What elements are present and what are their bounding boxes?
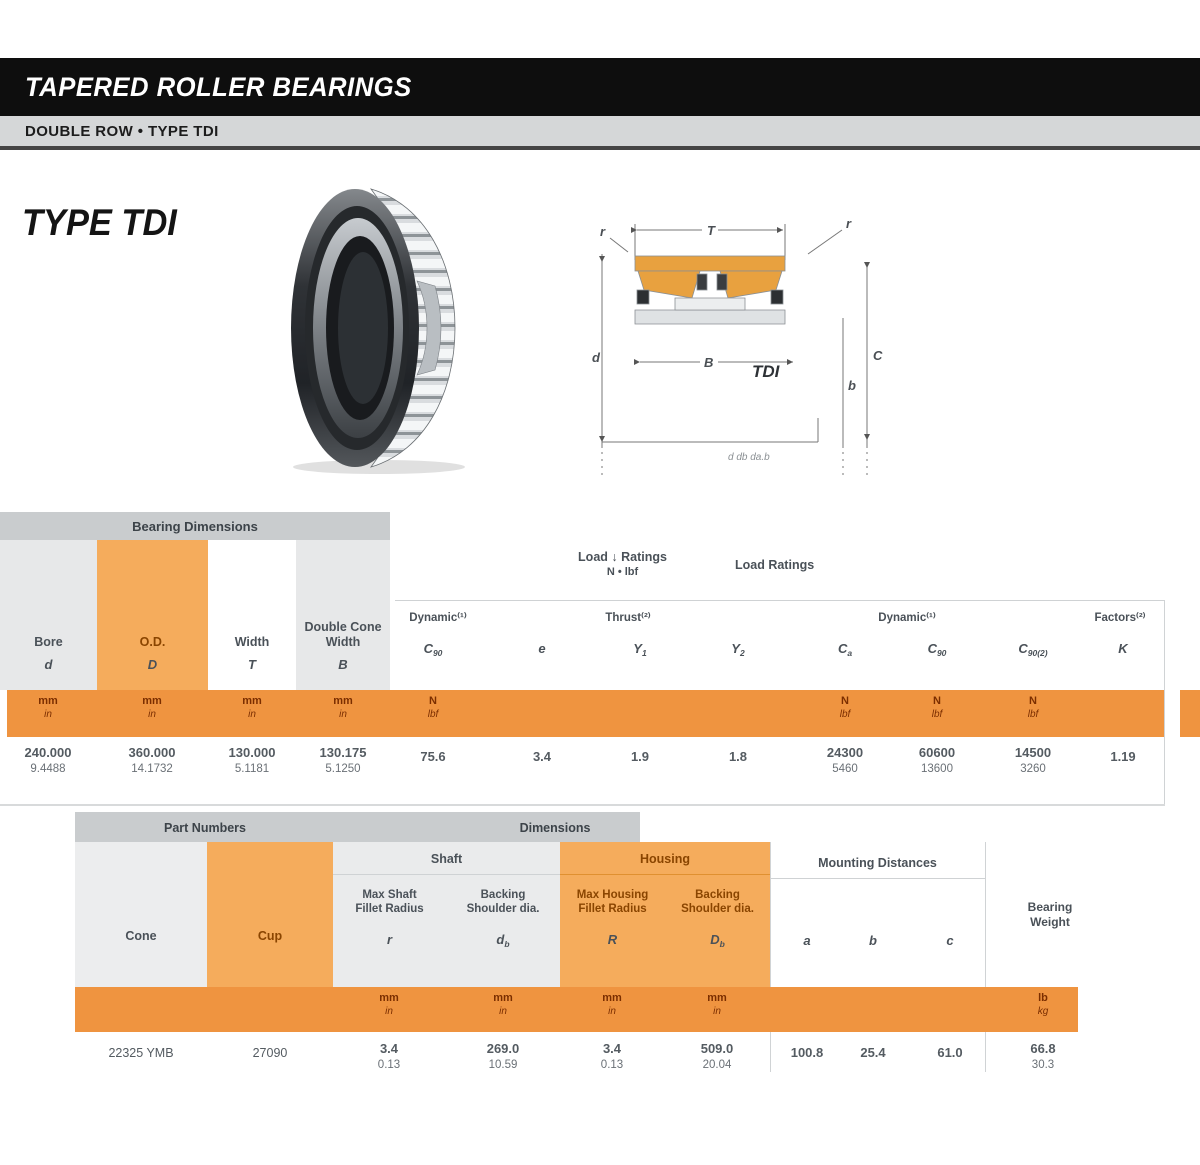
group-dynamic-left: Dynamic⁽¹⁾	[409, 612, 467, 624]
value-weight: 66.8 30.3	[1030, 1041, 1056, 1071]
group-thrust: Thrust⁽²⁾	[605, 612, 651, 624]
group-shaft: Shaft	[430, 852, 463, 866]
dim-label-d: d	[592, 350, 600, 365]
dimension-diagram-svg	[580, 210, 915, 495]
group-housing: Housing	[640, 852, 690, 866]
group-mounting-distances: Mounting Distances	[818, 856, 937, 870]
value-ca: 24300 5460	[826, 745, 864, 775]
value-y1: 1.9	[630, 749, 650, 764]
mounting-group-divider	[770, 878, 985, 879]
symbol-y1: $Y_1$	[633, 641, 647, 658]
col-header-housing-radius: Max Housing Fillet Radius R	[576, 889, 649, 947]
dim-label-r-right: r	[846, 216, 852, 231]
unit-cone-backing: mm in	[493, 992, 513, 1018]
col-header-od: O.D. D	[97, 540, 208, 690]
sep-housing-mounting	[770, 842, 771, 1072]
unit-cone-width: mm in	[333, 695, 353, 721]
symbol-c90-right: $C_{90}$	[927, 641, 947, 658]
bearing-photo	[283, 183, 475, 475]
type-heading: TYPE TDI	[22, 202, 177, 243]
value-housing-radius: 3.4 0.13	[600, 1041, 624, 1071]
sep-mounting-weight	[985, 842, 986, 1072]
diagram-logo: TDI	[752, 362, 780, 381]
unit-housing-radius: mm in	[602, 992, 622, 1018]
value-mounting-b: 25.4	[860, 1045, 886, 1060]
dim-label-B: B	[704, 355, 714, 370]
col-header-cone-backing: Backing Shoulder dia. $d_b$	[466, 889, 540, 949]
value-cup-part: 27090	[252, 1046, 288, 1060]
value-cone-width: 130.175 5.1250	[319, 745, 367, 775]
dim-label-C: C	[873, 348, 883, 363]
diagram-note: d db da.b	[728, 452, 770, 463]
table-mounting	[75, 812, 1110, 1102]
value-width: 130.000 5.1181	[228, 745, 276, 775]
col-header-bearing-weight: Bearing Weight	[1027, 900, 1073, 929]
symbol-ca: $C_a$	[837, 641, 853, 658]
value-od: 360.000 14.1732	[128, 745, 176, 775]
col-header-cup-part: Cup	[257, 929, 283, 943]
cone-col-bg	[75, 842, 207, 987]
page-subtitle: DOUBLE ROW • TYPE TDI	[25, 122, 219, 140]
header-black-bar	[0, 58, 1200, 116]
symbol-mounting-a: a	[803, 933, 811, 948]
value-k: 1.19	[1110, 749, 1136, 764]
cup-col-bg	[207, 842, 333, 987]
table-ratings	[0, 512, 1200, 808]
symbol-mounting-b: b	[869, 933, 877, 948]
unit-od: mm in	[142, 695, 162, 721]
col-header-bore: Bore d	[0, 540, 97, 690]
value-c90: 75.6	[420, 749, 446, 764]
col-header-cup-backing: Backing Shoulder dia. $D_b$	[681, 889, 754, 949]
value-shaft-radius: 3.4 0.13	[377, 1041, 401, 1071]
dimension-diagram	[580, 210, 915, 495]
value-cup-backing: 509.0 20.04	[700, 1041, 734, 1071]
value-cone-backing: 269.0 10.59	[486, 1041, 520, 1071]
value-mounting-c: 61.0	[937, 1045, 963, 1060]
dim-label-b: b	[848, 378, 856, 393]
header-subtitle-bar	[0, 116, 1200, 150]
col-header-shaft-radius: Max Shaft Fillet Radius r	[355, 889, 424, 947]
col-header-width: Width T	[234, 635, 270, 672]
dim-label-r-left: r	[600, 224, 606, 239]
housing-group-divider	[560, 874, 770, 875]
banner-part-numbers: Part Numbers	[164, 821, 246, 835]
load-ratings-title-right: Load Ratings	[735, 558, 815, 572]
group-dynamic-right: Dynamic⁽¹⁾	[878, 612, 936, 624]
symbol-c90: $C_{90}$	[423, 641, 443, 658]
unit-shaft-radius: mm in	[379, 992, 399, 1018]
header-divider	[395, 600, 1165, 601]
load-ratings-title: Load ↓ Ratings N • lbf	[578, 550, 667, 578]
col-header-cone-width: Double Cone Width B	[296, 540, 390, 690]
unit-c90-2: N lbf	[1027, 695, 1039, 721]
unit-weight: lb kg	[1037, 992, 1049, 1018]
shaft-group-divider	[333, 874, 560, 875]
unit-bore: mm in	[38, 695, 58, 721]
value-mounting-a: 100.8	[790, 1045, 824, 1060]
unit-cup-backing: mm in	[707, 992, 727, 1018]
banner-dimensions: Dimensions	[519, 821, 591, 835]
value-e: 3.4	[532, 749, 552, 764]
symbol-mounting-c: c	[946, 933, 954, 948]
col-header-cone-part: Cone	[125, 929, 157, 943]
bearing-photo-svg	[283, 183, 475, 475]
value-c90-2: 14500 3260	[1014, 745, 1052, 775]
symbol-k: K	[1118, 641, 1128, 656]
value-bore: 240.000 9.4488	[24, 745, 72, 775]
value-cone-part: 22325 YMB	[108, 1046, 174, 1060]
symbol-y2: $Y_2$	[731, 641, 745, 658]
table1-bottom-border	[0, 804, 1165, 806]
unit-ca: N lbf	[839, 695, 851, 721]
value-y2: 1.8	[728, 749, 748, 764]
table1-right-divider	[1164, 600, 1165, 804]
symbol-c90-2: $C_{90(2)}$	[1018, 641, 1048, 658]
dim-label-T: T	[707, 223, 715, 238]
unit-c90: N lbf	[427, 695, 439, 721]
unit-width: mm in	[242, 695, 262, 721]
page-title: TAPERED ROLLER BEARINGS	[25, 71, 412, 102]
unit-c90-right: N lbf	[931, 695, 943, 721]
group-factors: Factors⁽²⁾	[1094, 612, 1146, 624]
units-band-cropped	[1180, 690, 1200, 737]
symbol-e: e	[538, 641, 546, 656]
table1-banner-bearing-dimensions: Bearing Dimensions	[0, 512, 390, 540]
value-c90-right: 60600 13600	[918, 745, 956, 775]
